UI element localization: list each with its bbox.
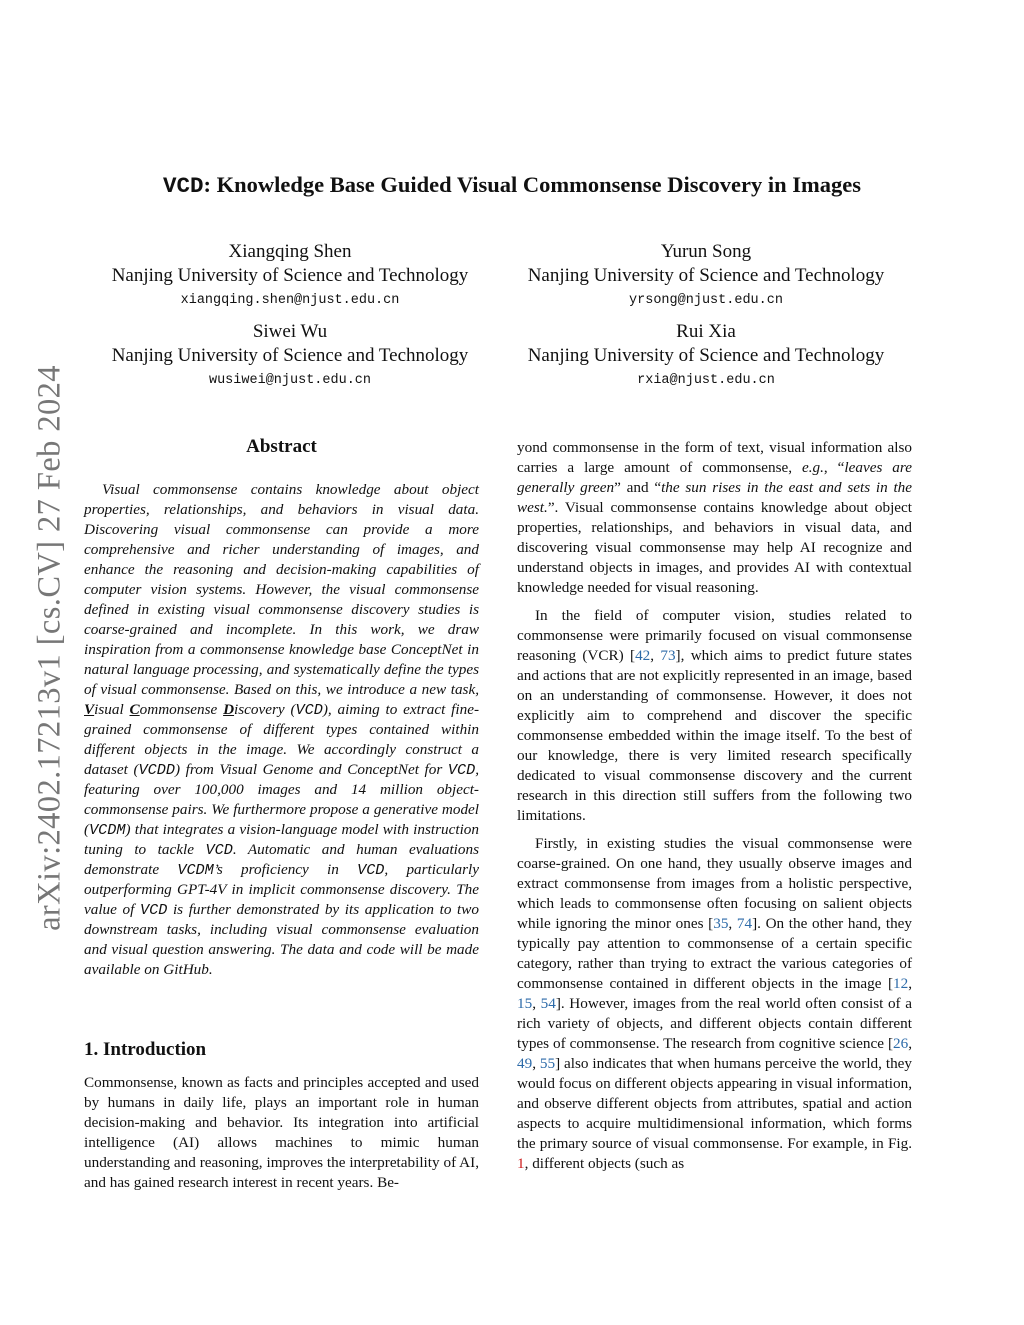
body-text: Firstly, in existing studies the visual commonsense were coarse-grained. On one hand, they usually observe images and extract commonsense from images from a holistic perspective, which leads to commonsense often focusing on salient objects while ignoring the minor ones [ [517,835,912,932]
acronym-letter: V [84,701,95,718]
body-text: , “ [823,459,845,476]
title-rest: : Knowledge Base Guided Visual Commonsense Discovery in Images [203,172,862,197]
vcd-term: VCD [357,861,385,879]
vcd-term: VCD [295,701,323,719]
paper-title [0,172,1024,199]
author-email: yrsong@njust.edu.cn [629,293,783,308]
abstract-text: iscovery ( [234,701,296,718]
vcd-term: VCD [205,841,233,859]
author-email: xiangqing.shen@njust.edu.cn [180,293,400,308]
author-affiliation: Nanjing University of Science and Technology [111,265,469,286]
section-heading: 1. Introduction [84,1039,207,1060]
abstract-text: ommonsense [139,701,224,718]
abstract-text: , featuring over 100,000 images and 14 million object-commonsense pairs. We furthermore propose a generative model ( [84,761,479,838]
body-text: ], which aims to predict future states and actions that are not explicitly represented in an image, based on an understanding of commonsense. However, it does not explicitly aim to comprehend and discover the specific commonsense embedded within the image itself. To the best of our knowledge, there is very limited research specifically dedicated to visual commonsense discovery and the current research in this direction still suffers from the following two limitations. [517,647,913,824]
abstract-heading: Abstract [246,436,317,457]
citation-link[interactable]: 74 [736,915,753,932]
acronym-letter: D [223,701,235,718]
arxiv-stamp [30,355,70,940]
author-block [90,240,490,314]
figure-link[interactable]: 1 [517,1155,525,1172]
body-text: ” and “ [614,479,662,496]
intro-paragraph-2 [517,606,912,826]
body-text: yond commonsense in the form of text, visual information also carries a large amount of commonsense, [517,439,912,476]
citation-link[interactable]: 42 [635,647,651,664]
author-name: Xiangqing Shen [228,241,352,262]
citation-link[interactable]: 35 [713,915,729,932]
abstract-text: ), aiming to extract fine-grained commonsense of different types contained within different objects in the image. We accordingly construct a dataset ( [84,701,479,778]
body-text: ]. However, images from the real world often consist of a rich variety of objects, and different objects contain different types of commonsense. The research from cognitive science [ [517,995,912,1052]
arxiv-stamp-text: arXiv:2402.17213v1 [cs.CV] 27 Feb 2024 [31,364,68,931]
author-affiliation: Nanjing University of Science and Technology [527,265,885,286]
abstract-text: , particularly outperforming GPT-4V in implicit commonsense discovery. The value of [84,861,480,918]
body-text: e.g. [801,459,824,476]
body-text: In the field of computer vision, studies related to commonsense were primarily focused on visual commonsense reasoning (VCR) [ [517,607,912,664]
abstract-text: . Automatic and human evaluations demonstrate [84,841,480,878]
body-text: , [908,975,912,992]
citation-link[interactable]: 73 [660,647,676,664]
author-email: wusiwei@njust.edu.cn [208,373,372,388]
abstract-text: isual [94,701,130,718]
body-text: , [728,915,737,932]
author-block [90,320,490,394]
citation-link[interactable]: 54 [540,995,556,1012]
author-email: rxia@njust.edu.cn [637,373,775,388]
acronym-letter: C [129,701,140,718]
author-affiliation: Nanjing University of Science and Technology [527,345,885,366]
author-block [506,320,906,394]
body-text: , [532,995,541,1012]
body-text: the sun rises in the east and sets in the west. [517,479,913,516]
vcdm-term: VCDM [177,861,214,879]
author-name: Rui Xia [676,321,736,342]
body-text: , [650,647,661,664]
vcdd-term: VCDD [138,761,175,779]
abstract-body [84,480,479,980]
body-text: ]. On the other hand, they typically pay attention to commonsense of a certain specific category, rather than trying to extract the various categories of commonsense contained in different objects in the image [ [517,915,913,992]
citation-link[interactable]: 12 [893,975,909,992]
author-block [506,240,906,314]
body-text: ] also indicates that when humans perceive the world, they would focus on different objects appearing in visual information, and observe different objects from attributes, spatial and action aspects to acquire multidimensional information, which forms the primary source of visual commonsense. For example, in Fig. [517,1055,912,1152]
abstract-text: ) from Visual Genome and ConceptNet for [175,761,448,778]
title-vcd: VCD [162,173,204,199]
body-text: , different objects (such as [524,1155,685,1172]
citation-link[interactable]: 55 [539,1055,556,1072]
right-column [517,438,912,1182]
abstract-text: ) that integrates a vision-language model with instruction tuning to tackle [84,821,479,858]
author-name: Yurun Song [660,241,752,262]
citation-link[interactable]: 26 [893,1035,909,1052]
abstract-text: is further demonstrated by its application to two downstream tasks, including visual commonsense evaluation and visual question answering. The data and code will be made available on GitHub. [84,901,479,978]
author-affiliation: Nanjing University of Science and Technology [111,345,469,366]
vcdm-term: VCDM [89,821,126,839]
body-text: ”. Visual commonsense contains knowledge about object properties, relationships, and behaviors in visual data, and discovering visual commonsense may help AI recognize and understand objects in images, and provides AI with contextual knowledge needed for visual reasoning. [517,499,912,596]
abstract-text: Visual commonsense contains knowledge about object properties, relationships, and behaviors in visual data. Discovering visual commonsense can provide a more comprehensive and richer understanding of images, and enhance the reasoning and decision-making capabilities of computer vision systems. However, the visual commonsense defined in existing visual commonsense discovery studies is coarse-grained and incomplete. In this work, we draw inspiration from a commonsense knowledge base ConceptNet in natural language processing, and systematically define the types of visual commonsense. Based on this, we introduce a new task, [84,481,479,698]
intro-paragraph-3 [517,834,912,1174]
citation-link[interactable]: 15 [517,995,533,1012]
citation-link[interactable]: 49 [517,1055,533,1072]
intro-paragraph-1-start [84,1073,479,1193]
intro-paragraph-1-cont [517,438,912,598]
vcd-term: VCD [447,761,476,779]
author-name: Siwei Wu [252,321,328,342]
abstract-text: ’s proficiency in [213,861,358,878]
body-text: , [908,1035,912,1052]
body-text: leaves are generally green [517,459,912,496]
body-text: Commonsense, known as facts and principles accepted and used by humans in daily life, plays an important role in human decision-making and behavior. Its integration into artificial intelligence (AI) allows machines to mimic human understanding and reasoning, improves the interpretability of AI, and has gained research interest in recent years. Be- [84,1074,479,1191]
body-text: , [532,1055,540,1072]
vcd-term: VCD [139,901,168,919]
